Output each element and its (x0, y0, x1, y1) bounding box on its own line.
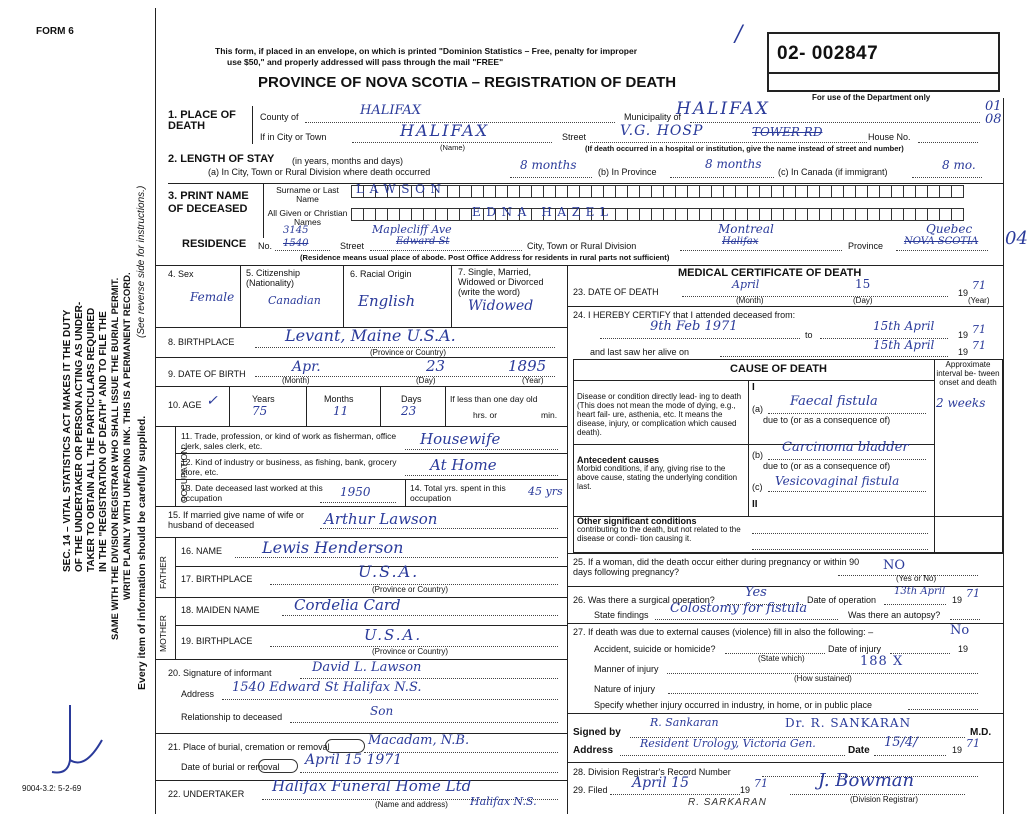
undertaker-caption: (Name and address) (375, 800, 448, 809)
minutes-label: min. (541, 410, 558, 420)
injury-year-prefix: 19 (958, 644, 969, 654)
manner-label: Manner of injury (594, 664, 659, 674)
spouse-value[interactable]: Arthur Lawson (324, 510, 438, 528)
death-year-value[interactable]: 71 (972, 279, 986, 292)
spouse-label: 15. If married give name of wife or husband of deceased (168, 510, 305, 530)
date-of-death-label: 23. DATE OF DEATH (573, 287, 659, 297)
occupation-side-label: OCCUPATION (179, 447, 189, 503)
operation-year-prefix: 19 (952, 595, 963, 605)
attended-label: 24. I HEREBY CERTIFY that I attended deceased from: (573, 310, 796, 320)
residence-city-struck: Halifax (722, 236, 759, 247)
citizenship-value[interactable]: Canadian (268, 294, 321, 307)
residence-province-struck: NOVA SCOTIA (904, 236, 979, 247)
place-of-death-label: 1. PLACE OF DEATH (168, 109, 236, 132)
accident-label: Accident, suicide or homicide? (594, 644, 716, 654)
cause-of-death-title: CAUSE OF DEATH (730, 363, 827, 375)
age-check-mark: ✓ (206, 393, 218, 409)
father-birthplace-value[interactable]: U.S.A. (358, 562, 420, 581)
attended-to-label: to (805, 330, 813, 340)
center-column-divider (567, 265, 568, 814)
cause-a-label: (a) (752, 404, 763, 414)
part-two-label: II (752, 499, 758, 510)
pregnancy-value[interactable]: NO (883, 558, 906, 573)
sidebar-text-3: TAKER TO OBTAIN ALL THE PARTICULARS REQUIRED (86, 307, 97, 572)
mail-notice-line2: use $50," and properly addressed will pass through the mail "FREE" (227, 57, 504, 67)
sign-date-label: Date (848, 745, 870, 756)
residence-province-label: Province (848, 241, 884, 251)
death-month-caption: (Month) (736, 296, 764, 305)
stay-province-value[interactable]: 8 months (705, 157, 762, 171)
antecedent-label: Antecedent causes (577, 455, 660, 465)
sex-label: 4. Sex (168, 269, 194, 279)
surgery-value[interactable]: Yes (745, 585, 767, 600)
total-years-value[interactable]: 45 yrs (528, 485, 563, 498)
cause-a-interval[interactable]: 2 weeks (936, 396, 986, 410)
injury-place-label: Specify whether injury occurred in industry, in home, or in public place (594, 700, 872, 710)
sex-value[interactable]: Female (190, 290, 235, 304)
filed-year-value[interactable]: 71 (754, 777, 768, 790)
medical-certificate-title: MEDICAL CERTIFICATE OF DEATH (678, 267, 862, 279)
mother-side-label: MOTHER (158, 615, 168, 652)
removal-circle (325, 739, 365, 753)
sign-date-year-prefix: 19 (952, 745, 963, 755)
age-months-value[interactable]: 11 (333, 404, 349, 418)
md-label: M.D. (970, 727, 992, 738)
stay-city-label: (a) In City, Town or Rural Division where death occurred (208, 167, 431, 177)
department-use-label: For use of the Department only (812, 93, 931, 102)
city-town-label: If in City or Town (260, 132, 327, 142)
pregnancy-label: 25. If a woman, did the death occur either during pregnancy or within 90 days following pregnancy? (573, 557, 860, 577)
sign-date-year[interactable]: 71 (966, 737, 980, 750)
nature-label: Nature of injury (594, 684, 656, 694)
municipality-label: Municipality of (624, 112, 682, 122)
mother-maiden-label: 18. MAIDEN NAME (181, 605, 260, 615)
last-worked-value[interactable]: 1950 (340, 485, 371, 499)
age-label: 10. AGE (168, 400, 202, 410)
surname-label: Surname or Last Name (276, 185, 339, 204)
right-frame-rule (1003, 98, 1004, 814)
antecedent-description: Morbid conditions, if any, giving rise to the above cause, stating the underlying condition last. (577, 464, 738, 491)
mother-maiden-value[interactable]: Cordelia Card (294, 596, 401, 614)
residence-street-value[interactable]: Maplecliff Ave (372, 223, 452, 236)
house-number-label: House No. (868, 132, 911, 142)
removal-date-circle (258, 759, 298, 773)
findings-label: State findings (594, 610, 649, 620)
county-value[interactable]: HALIFAX (360, 103, 422, 118)
residence-street-label: Street (340, 241, 365, 251)
dob-month-value[interactable]: Apr. (292, 359, 321, 375)
street-label: Street (562, 132, 587, 142)
informant-address-label: Address (181, 689, 215, 699)
cause-a-value[interactable]: Faecal fistula (790, 394, 878, 409)
occupation-trade-label: 11. Trade, profession, or kind of work as fisherman, office clerk, sales clerk, etc. (181, 431, 397, 451)
occupation-trade-value[interactable]: Housewife (420, 430, 501, 448)
given-names-cells (352, 208, 964, 221)
filed-year-prefix: 19 (740, 785, 751, 795)
age-days-value[interactable]: 23 (401, 404, 417, 418)
operation-date-value[interactable]: 13th April (894, 586, 946, 597)
city-name-caption: (Name) (440, 143, 466, 152)
operation-date-label: Date of operation (807, 595, 877, 605)
mother-birthplace-label: 19. BIRTHPLACE (181, 636, 253, 646)
death-year-caption: (Year) (968, 296, 990, 305)
attended-to-year[interactable]: 71 (972, 323, 986, 336)
external-causes-value[interactable]: No (950, 623, 970, 638)
street-value[interactable]: V.G. HOSP (620, 123, 704, 139)
injury-date-label: Date of injury (828, 644, 882, 654)
marital-status-label: 7. Single, Married, Widowed or Divorced (write the word) (458, 267, 544, 297)
undertaker-value[interactable]: Halifax Funeral Home Ltd (272, 777, 472, 795)
birthplace-caption: (Province or Country) (370, 348, 447, 357)
racial-origin-label: 6. Racial Origin (350, 269, 412, 279)
manner-value[interactable]: 188 X (860, 654, 904, 669)
registrar-caption: (Division Registrar) (850, 795, 919, 804)
cause-c-value[interactable]: Vesicovaginal fistula (775, 474, 900, 488)
signed-by-label: Signed by (573, 727, 621, 738)
stay-canada-value[interactable]: 8 mo. (942, 158, 976, 172)
death-day-value[interactable]: 15 (855, 277, 871, 291)
age-months-label: Months (324, 394, 354, 404)
death-year-prefix: 19 (958, 288, 969, 298)
less-than-day-label: If less than one day old (450, 394, 538, 404)
registrar-record-label: 28. Division Registrar's Record Number (573, 767, 731, 777)
mother-birthplace-caption: (Province or Country) (372, 647, 449, 656)
sidebar-text-4: IN THE "REGISTRATION OF DEATH" AND TO FILE THE (98, 311, 109, 572)
external-causes-label: 27. If death was due to external causes (violence) fill in also the following: – (573, 627, 874, 637)
interval-label: Approximate interval be- tween onset and death (936, 360, 1000, 387)
residence-label: RESIDENCE (182, 238, 247, 250)
sidebar-text-6: WRITE PLAINLY WITH UNFADING INK. THIS IS A PERMANENT RECORD. (122, 272, 133, 600)
sidebar-text-8: (See reverse side for instructions.) (136, 185, 147, 338)
form-title: PROVINCE OF NOVA SCOTIA – REGISTRATION OF DEATH (258, 74, 677, 91)
marital-status-value[interactable]: Widowed (468, 298, 534, 314)
department-codes: 01 08 (985, 99, 1002, 127)
stay-province-label: (b) In Province (598, 167, 657, 177)
sidebar-text-1: SEC. 14 – VITAL STATISTICS ACT MAKES IT THE DUTY (62, 309, 73, 572)
undertaker-address-value[interactable]: Halifax N.S. (470, 795, 537, 808)
father-birthplace-caption: (Province or Country) (372, 585, 449, 594)
undertaker-label: 22. UNDERTAKER (168, 789, 245, 799)
surgery-label: 26. Was there a surgical operation? (573, 595, 715, 605)
burial-date-value[interactable]: April 15 1971 (305, 752, 403, 768)
dob-day-caption: (Day) (416, 376, 436, 385)
age-years-label: Years (252, 394, 275, 404)
residence-note: (Residence means usual place of abode. Post Office Address for residents in rural parts not sufficient) (300, 253, 670, 262)
upper-section-divider (155, 265, 1003, 266)
informant-signature-label: 20. Signature of informant (168, 668, 272, 678)
attended-to-value[interactable]: 15th April (873, 319, 935, 333)
operation-year-value[interactable]: 71 (966, 587, 980, 600)
occupation-industry-value[interactable]: At Home (430, 456, 497, 474)
mail-notice-line1: This form, if placed in an envelope, on which is printed "Dominion Statistics – Free, penalty for improper (215, 46, 638, 56)
citizenship-label: 5. Citizenship (Nationality) (246, 268, 301, 288)
length-unit-note: (in years, months and days) (292, 156, 404, 166)
cause-b-value[interactable]: Carcinoma bladder (782, 440, 909, 455)
registration-number-box (767, 32, 1000, 92)
father-birthplace-label: 17. BIRTHPLACE (181, 574, 253, 584)
last-saw-year-prefix: 19 (958, 347, 969, 357)
relationship-label: Relationship to deceased (181, 712, 283, 722)
death-day-caption: (Day) (853, 296, 873, 305)
birthplace-value[interactable]: Levant, Maine U.S.A. (285, 326, 456, 345)
sign-date-value[interactable]: 15/4/ (884, 735, 918, 750)
informant-signature-value[interactable]: David L. Lawson (312, 660, 422, 675)
burial-date-label: Date of burial or removal (181, 762, 280, 772)
sidebar-text-7: Every item of information should be carefully supplied. (136, 415, 148, 690)
stay-city-value[interactable]: 8 months (520, 158, 577, 172)
margin-scribble (40, 700, 110, 780)
cause-b-label: (b) (752, 450, 763, 460)
death-month-value[interactable]: April (732, 278, 760, 291)
hospital-note: (If death occurred in a hospital or institution, give the name instead of street and number) (585, 144, 904, 153)
attended-from-value[interactable]: 9th Feb 1971 (650, 319, 738, 334)
municipality-value[interactable]: HALIFAX (676, 99, 770, 119)
county-label: County of (260, 112, 299, 122)
city-town-value[interactable]: HALIFAX (400, 121, 490, 140)
residence-city-label: City, Town or Rural Division (527, 241, 637, 251)
due-to-label-2: due to (or as a consequence of) (763, 461, 891, 471)
father-name-label: 16. NAME (181, 546, 223, 556)
residence-no-value[interactable]: 3145 (283, 225, 309, 236)
sidebar-text-2: OF THE UNDERTAKER OR PERSON ACTING AS UNDER- (74, 301, 85, 572)
margin-mark: 04 (1005, 228, 1028, 249)
filed-date-value[interactable]: April 15 (632, 775, 689, 791)
sidebar-text-5: SAME WITH THE DIVISION REGISTRAR WHO SHALL ISSUE THE BURIAL PERMIT. (110, 277, 120, 640)
dob-month-caption: (Month) (282, 376, 310, 385)
left-margin-rule (155, 8, 156, 814)
dob-year-value[interactable]: 1895 (508, 357, 547, 375)
cause-c-label: (c) (752, 482, 763, 492)
informant-address-value[interactable]: 1540 Edward St Halifax N.S. (232, 680, 422, 695)
physician-address-value[interactable]: Resident Urology, Victoria Gen. (640, 737, 816, 750)
residence-no-struck: 1540 (283, 238, 309, 249)
sustained-caption: (How sustained) (794, 674, 852, 683)
physician-address-label: Address (573, 745, 614, 756)
dob-year-caption: (Year) (522, 376, 544, 385)
dob-day-value[interactable]: 23 (426, 357, 446, 375)
burial-place-value[interactable]: Macadam, N.B. (368, 733, 470, 748)
racial-origin-value[interactable]: English (358, 292, 416, 310)
residence-street-struck: Edward St (396, 236, 450, 247)
given-names-value[interactable]: EDNA HAZEL (472, 205, 614, 219)
residence-city-value[interactable]: Montreal (718, 222, 774, 236)
burial-place-label: 21. Place of burial, cremation or removal (168, 742, 330, 752)
residence-no-label: No. (258, 241, 273, 251)
given-names-label: All Given or Christian Names (267, 208, 348, 227)
relationship-value[interactable]: Son (370, 704, 394, 718)
length-of-stay-label: 2. LENGTH OF STAY (168, 153, 275, 165)
total-years-label: 14. Total yrs. spent in this occupation (410, 483, 506, 503)
last-saw-label: and last saw her alive on (590, 347, 690, 357)
hours-label: hrs. or (473, 410, 498, 420)
street-struck-value: TOWER RD (752, 125, 823, 139)
form-number-label: FORM 6 (36, 26, 74, 37)
last-worked-label: 13. Date deceased last worked at this occupation (181, 483, 323, 503)
occupation-industry-label: 12. Kind of industry or business, as fishing, bank, grocery store, etc. (181, 457, 397, 477)
registrar-signature[interactable]: J. Bowman (818, 770, 915, 791)
mother-birthplace-value[interactable]: U.S.A. (364, 626, 423, 644)
print-name-label: 3. PRINT NAME OF DECEASED (168, 190, 249, 215)
physician-printed-name[interactable]: Dr. R. SANKARAN (785, 716, 912, 730)
other-conditions-label: Other significant conditions (577, 516, 697, 526)
findings-value[interactable]: Colostomy for fistula (670, 601, 808, 616)
registration-number: 02- 002847 (777, 43, 879, 64)
physician-signature[interactable]: R. Sankaran (650, 716, 719, 729)
age-days-label: Days (401, 394, 422, 404)
attended-to-year-prefix: 19 (958, 330, 969, 340)
disease-description: Disease or condition directly lead- ing to death (This does not mean the mode of dying, e.g., heart fail- ure, asthenia, etc. It means the disease, injury, or complication which caused death). (577, 392, 742, 437)
check-mark: / (735, 22, 743, 47)
birthplace-label: 8. BIRTHPLACE (168, 337, 235, 347)
date-of-birth-label: 9. DATE OF BIRTH (168, 369, 246, 379)
pregnancy-caption: (Yes or No) (896, 574, 937, 583)
surname-value[interactable]: LAWSON (356, 182, 447, 196)
part-one-label: I (752, 382, 755, 393)
father-side-label: FATHER (158, 556, 168, 589)
father-name-value[interactable]: Lewis Henderson (262, 538, 404, 557)
form-code: 9004-3.2: 5-2-69 (22, 784, 82, 793)
accident-caption: (State which) (758, 654, 805, 663)
other-conditions-description: contributing to the death, but not related to the disease or condi- tion causing it. (577, 525, 741, 543)
physician-stamp: R. SARKARAN (688, 797, 767, 808)
autopsy-label: Was there an autopsy? (848, 610, 941, 620)
last-saw-year[interactable]: 71 (972, 339, 986, 352)
stay-canada-label: (c) In Canada (if immigrant) (778, 167, 888, 177)
filed-label: 29. Filed (573, 785, 608, 795)
age-years-value[interactable]: 75 (252, 404, 268, 418)
due-to-label-1: due to (or as a consequence of) (763, 415, 891, 425)
residence-province-value[interactable]: Quebec (926, 222, 973, 236)
last-saw-value[interactable]: 15th April (873, 338, 935, 352)
